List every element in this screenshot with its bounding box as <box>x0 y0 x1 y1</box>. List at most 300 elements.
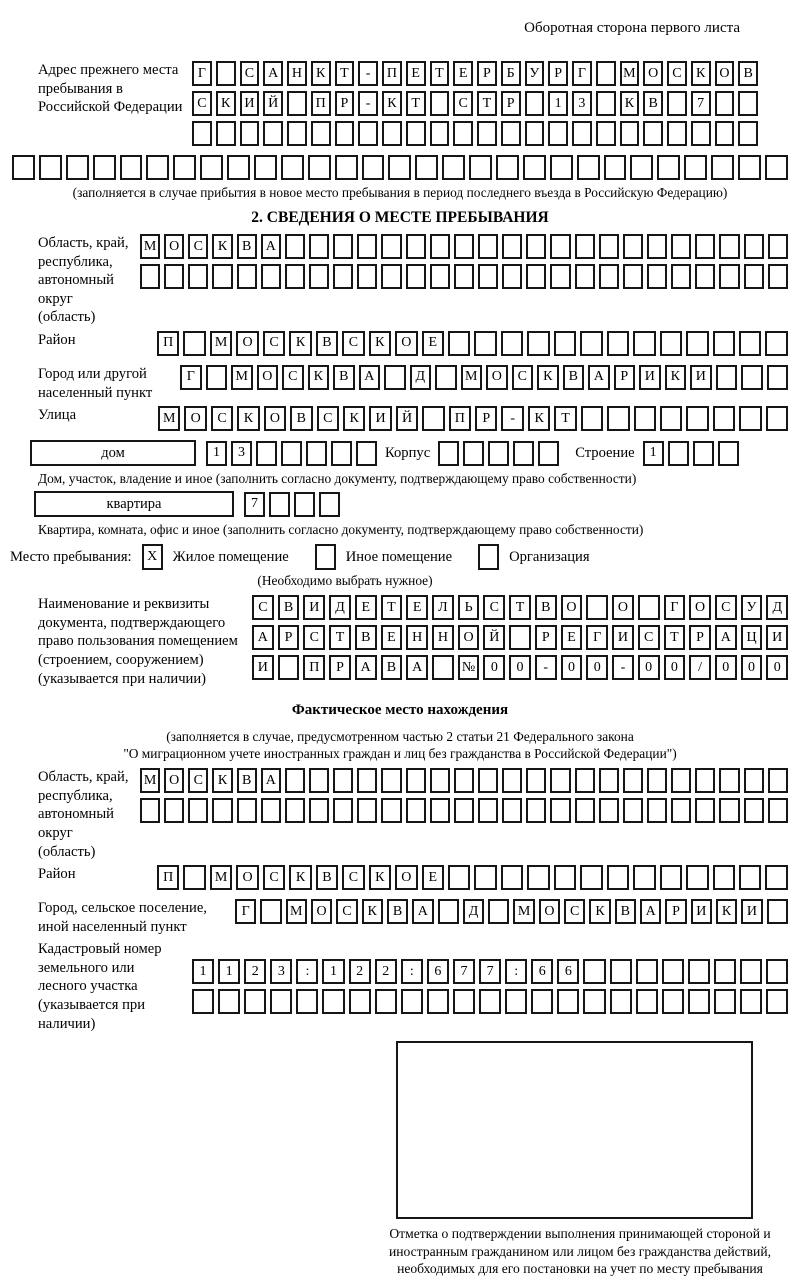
char-cell[interactable] <box>453 989 475 1014</box>
char-cell[interactable] <box>714 989 736 1014</box>
char-cell[interactable] <box>478 768 498 793</box>
char-cell[interactable] <box>285 234 305 259</box>
char-cell[interactable]: : <box>505 959 527 984</box>
char-cell[interactable]: А <box>412 899 433 924</box>
char-cell[interactable]: Г <box>572 61 592 86</box>
char-cell[interactable]: И <box>741 899 762 924</box>
char-cell[interactable] <box>435 365 457 390</box>
char-cell[interactable] <box>719 264 739 289</box>
char-cell[interactable]: И <box>639 365 661 390</box>
char-cell[interactable] <box>285 768 305 793</box>
char-cell[interactable] <box>309 264 329 289</box>
char-cell[interactable]: О <box>236 865 258 890</box>
char-cell[interactable] <box>285 798 305 823</box>
char-cell[interactable]: Р <box>665 899 686 924</box>
char-cell[interactable]: О <box>539 899 560 924</box>
char-cell[interactable] <box>607 331 629 356</box>
char-cell[interactable] <box>183 331 205 356</box>
char-cell[interactable] <box>623 264 643 289</box>
char-cell[interactable]: Е <box>422 331 444 356</box>
char-cell[interactable] <box>357 798 377 823</box>
char-cell[interactable]: А <box>355 655 377 680</box>
char-cell[interactable]: К <box>311 61 331 86</box>
char-cell[interactable] <box>526 234 546 259</box>
char-cell[interactable] <box>281 441 302 466</box>
char-cell[interactable] <box>575 234 595 259</box>
char-cell[interactable] <box>381 768 401 793</box>
char-cell[interactable] <box>713 865 735 890</box>
char-cell[interactable] <box>623 798 643 823</box>
char-cell[interactable] <box>550 264 570 289</box>
char-cell[interactable]: Р <box>548 61 568 86</box>
char-cell[interactable] <box>488 441 509 466</box>
char-cell[interactable]: О <box>164 234 184 259</box>
char-cell[interactable]: В <box>355 625 377 650</box>
char-cell[interactable]: О <box>486 365 508 390</box>
char-cell[interactable]: К <box>289 865 311 890</box>
char-cell[interactable] <box>610 989 632 1014</box>
char-cell[interactable] <box>12 155 35 180</box>
char-cell[interactable] <box>657 155 680 180</box>
char-cell[interactable]: 0 <box>638 655 660 680</box>
char-cell[interactable]: С <box>188 768 208 793</box>
char-cell[interactable] <box>477 121 497 146</box>
char-cell[interactable]: А <box>715 625 737 650</box>
char-cell[interactable] <box>406 768 426 793</box>
char-cell[interactable] <box>192 989 214 1014</box>
char-cell[interactable] <box>237 798 257 823</box>
char-cell[interactable] <box>647 798 667 823</box>
char-cell[interactable] <box>356 441 377 466</box>
char-cell[interactable]: И <box>691 899 712 924</box>
char-cell[interactable]: 0 <box>741 655 763 680</box>
char-cell[interactable]: В <box>738 61 758 86</box>
char-cell[interactable] <box>538 441 559 466</box>
char-cell[interactable]: Ц <box>741 625 763 650</box>
char-cell[interactable]: О <box>236 331 258 356</box>
char-cell[interactable]: С <box>188 234 208 259</box>
char-cell[interactable] <box>741 365 763 390</box>
char-cell[interactable]: И <box>240 91 260 116</box>
char-cell[interactable] <box>688 959 710 984</box>
char-cell[interactable] <box>212 264 232 289</box>
char-cell[interactable]: К <box>343 406 365 431</box>
char-cell[interactable]: О <box>561 595 583 620</box>
char-cell[interactable]: А <box>640 899 661 924</box>
char-cell[interactable] <box>686 331 708 356</box>
char-cell[interactable] <box>496 155 519 180</box>
char-cell[interactable]: 1 <box>218 959 240 984</box>
char-cell[interactable] <box>766 406 788 431</box>
char-cell[interactable] <box>647 264 667 289</box>
char-cell[interactable] <box>430 264 450 289</box>
char-cell[interactable]: О <box>458 625 480 650</box>
char-cell[interactable]: К <box>369 865 391 890</box>
char-cell[interactable] <box>335 155 358 180</box>
char-cell[interactable]: И <box>766 625 788 650</box>
char-cell[interactable]: Д <box>766 595 788 620</box>
char-cell[interactable]: Т <box>329 625 351 650</box>
char-cell[interactable]: Г <box>180 365 202 390</box>
char-cell[interactable] <box>604 155 627 180</box>
char-cell[interactable] <box>695 768 715 793</box>
char-cell[interactable]: Д <box>410 365 432 390</box>
char-cell[interactable] <box>192 121 212 146</box>
char-cell[interactable] <box>454 234 474 259</box>
char-cell[interactable] <box>237 264 257 289</box>
char-cell[interactable] <box>227 155 250 180</box>
char-cell[interactable] <box>719 798 739 823</box>
char-cell[interactable] <box>287 91 307 116</box>
char-cell[interactable] <box>120 155 143 180</box>
char-cell[interactable]: 6 <box>531 959 553 984</box>
char-cell[interactable] <box>218 989 240 1014</box>
char-cell[interactable]: С <box>263 331 285 356</box>
stay-type-checkbox-organization[interactable] <box>478 544 499 570</box>
char-cell[interactable]: И <box>612 625 634 650</box>
char-cell[interactable]: С <box>453 91 473 116</box>
char-cell[interactable] <box>287 121 307 146</box>
char-cell[interactable] <box>216 61 236 86</box>
char-cell[interactable]: О <box>395 865 417 890</box>
char-cell[interactable]: М <box>158 406 180 431</box>
char-cell[interactable]: В <box>278 595 300 620</box>
char-cell[interactable]: С <box>317 406 339 431</box>
char-cell[interactable] <box>688 989 710 1014</box>
char-cell[interactable] <box>358 121 378 146</box>
char-cell[interactable] <box>550 798 570 823</box>
char-cell[interactable] <box>766 989 788 1014</box>
char-cell[interactable]: В <box>643 91 663 116</box>
char-cell[interactable]: Р <box>475 406 497 431</box>
char-cell[interactable] <box>765 331 787 356</box>
char-cell[interactable] <box>693 441 714 466</box>
char-cell[interactable] <box>296 989 318 1014</box>
char-cell[interactable] <box>502 798 522 823</box>
char-cell[interactable] <box>548 121 568 146</box>
char-cell[interactable]: Т <box>406 91 426 116</box>
char-cell[interactable] <box>349 989 371 1014</box>
char-cell[interactable] <box>309 234 329 259</box>
char-cell[interactable]: 3 <box>572 91 592 116</box>
char-cell[interactable] <box>454 768 474 793</box>
char-cell[interactable]: С <box>252 595 274 620</box>
char-cell[interactable]: В <box>316 865 338 890</box>
char-cell[interactable]: М <box>513 899 534 924</box>
char-cell[interactable] <box>739 331 761 356</box>
char-cell[interactable] <box>183 865 205 890</box>
char-cell[interactable] <box>513 441 534 466</box>
char-cell[interactable]: П <box>382 61 402 86</box>
char-cell[interactable] <box>744 234 764 259</box>
char-cell[interactable] <box>740 989 762 1014</box>
char-cell[interactable]: А <box>406 655 428 680</box>
char-cell[interactable] <box>430 798 450 823</box>
char-cell[interactable] <box>501 121 521 146</box>
char-cell[interactable] <box>596 121 616 146</box>
char-cell[interactable]: 0 <box>509 655 531 680</box>
char-cell[interactable]: 0 <box>483 655 505 680</box>
char-cell[interactable] <box>401 989 423 1014</box>
char-cell[interactable] <box>718 441 739 466</box>
char-cell[interactable] <box>432 655 454 680</box>
char-cell[interactable]: М <box>231 365 253 390</box>
char-cell[interactable]: Т <box>381 595 403 620</box>
char-cell[interactable]: О <box>311 899 332 924</box>
char-cell[interactable] <box>691 121 711 146</box>
char-cell[interactable]: Г <box>586 625 608 650</box>
char-cell[interactable] <box>660 406 682 431</box>
char-cell[interactable] <box>768 234 788 259</box>
char-cell[interactable] <box>695 234 715 259</box>
char-cell[interactable]: Р <box>477 61 497 86</box>
char-cell[interactable]: В <box>381 655 403 680</box>
char-cell[interactable] <box>406 264 426 289</box>
char-cell[interactable]: В <box>333 365 355 390</box>
char-cell[interactable]: Р <box>329 655 351 680</box>
char-cell[interactable]: И <box>690 365 712 390</box>
char-cell[interactable]: В <box>290 406 312 431</box>
char-cell[interactable] <box>667 121 687 146</box>
char-cell[interactable] <box>768 768 788 793</box>
char-cell[interactable]: Н <box>406 625 428 650</box>
char-cell[interactable] <box>188 798 208 823</box>
char-cell[interactable]: С <box>282 365 304 390</box>
char-cell[interactable]: 1 <box>206 441 227 466</box>
char-cell[interactable] <box>375 989 397 1014</box>
char-cell[interactable] <box>212 798 232 823</box>
char-cell[interactable] <box>525 91 545 116</box>
char-cell[interactable] <box>415 155 438 180</box>
char-cell[interactable] <box>554 865 576 890</box>
char-cell[interactable] <box>382 121 402 146</box>
char-cell[interactable] <box>695 264 715 289</box>
char-cell[interactable]: Т <box>554 406 576 431</box>
char-cell[interactable]: В <box>615 899 636 924</box>
char-cell[interactable] <box>381 264 401 289</box>
char-cell[interactable]: В <box>316 331 338 356</box>
char-cell[interactable]: К <box>528 406 550 431</box>
char-cell[interactable]: 7 <box>479 959 501 984</box>
char-cell[interactable]: Е <box>422 865 444 890</box>
char-cell[interactable]: В <box>535 595 557 620</box>
char-cell[interactable] <box>357 264 377 289</box>
char-cell[interactable] <box>744 798 764 823</box>
char-cell[interactable] <box>173 155 196 180</box>
char-cell[interactable] <box>714 959 736 984</box>
char-cell[interactable] <box>740 959 762 984</box>
char-cell[interactable] <box>388 155 411 180</box>
char-cell[interactable] <box>599 768 619 793</box>
char-cell[interactable] <box>647 234 667 259</box>
char-cell[interactable] <box>550 768 570 793</box>
char-cell[interactable]: А <box>263 61 283 86</box>
char-cell[interactable]: 6 <box>557 959 579 984</box>
char-cell[interactable]: 0 <box>664 655 686 680</box>
char-cell[interactable]: - <box>358 91 378 116</box>
char-cell[interactable] <box>744 264 764 289</box>
char-cell[interactable] <box>505 989 527 1014</box>
char-cell[interactable] <box>550 234 570 259</box>
char-cell[interactable] <box>768 264 788 289</box>
char-cell[interactable]: Н <box>432 625 454 650</box>
char-cell[interactable]: К <box>289 331 311 356</box>
char-cell[interactable] <box>713 331 735 356</box>
char-cell[interactable]: 0 <box>586 655 608 680</box>
char-cell[interactable] <box>381 798 401 823</box>
char-cell[interactable]: Е <box>406 595 428 620</box>
char-cell[interactable]: Т <box>509 595 531 620</box>
char-cell[interactable] <box>501 865 523 890</box>
char-cell[interactable] <box>572 121 592 146</box>
char-cell[interactable] <box>581 406 603 431</box>
char-cell[interactable] <box>309 768 329 793</box>
char-cell[interactable] <box>333 798 353 823</box>
char-cell[interactable]: : <box>296 959 318 984</box>
char-cell[interactable] <box>93 155 116 180</box>
char-cell[interactable]: 3 <box>231 441 252 466</box>
char-cell[interactable] <box>381 234 401 259</box>
char-cell[interactable] <box>583 959 605 984</box>
char-cell[interactable]: С <box>715 595 737 620</box>
char-cell[interactable]: 7 <box>244 492 265 517</box>
char-cell[interactable]: С <box>336 899 357 924</box>
char-cell[interactable] <box>502 264 522 289</box>
char-cell[interactable]: К <box>212 234 232 259</box>
char-cell[interactable] <box>442 155 465 180</box>
char-cell[interactable]: П <box>303 655 325 680</box>
char-cell[interactable] <box>39 155 62 180</box>
char-cell[interactable]: О <box>715 61 735 86</box>
char-cell[interactable]: С <box>667 61 687 86</box>
char-cell[interactable] <box>502 768 522 793</box>
char-cell[interactable] <box>357 234 377 259</box>
char-cell[interactable]: Р <box>689 625 711 650</box>
char-cell[interactable]: 7 <box>691 91 711 116</box>
char-cell[interactable]: О <box>184 406 206 431</box>
char-cell[interactable] <box>671 798 691 823</box>
char-cell[interactable]: Е <box>381 625 403 650</box>
char-cell[interactable]: С <box>303 625 325 650</box>
char-cell[interactable]: О <box>164 768 184 793</box>
char-cell[interactable] <box>586 595 608 620</box>
char-cell[interactable] <box>580 331 602 356</box>
char-cell[interactable] <box>686 406 708 431</box>
char-cell[interactable] <box>478 234 498 259</box>
char-cell[interactable] <box>557 989 579 1014</box>
char-cell[interactable]: Е <box>453 61 473 86</box>
char-cell[interactable]: С <box>240 61 260 86</box>
char-cell[interactable]: К <box>237 406 259 431</box>
char-cell[interactable]: К <box>216 91 236 116</box>
char-cell[interactable]: О <box>395 331 417 356</box>
char-cell[interactable] <box>463 441 484 466</box>
char-cell[interactable] <box>311 121 331 146</box>
char-cell[interactable]: Ь <box>458 595 480 620</box>
char-cell[interactable]: 0 <box>715 655 737 680</box>
char-cell[interactable]: К <box>691 61 711 86</box>
char-cell[interactable] <box>146 155 169 180</box>
char-cell[interactable] <box>357 768 377 793</box>
char-cell[interactable] <box>630 155 653 180</box>
char-cell[interactable] <box>662 959 684 984</box>
char-cell[interactable]: Г <box>192 61 212 86</box>
char-cell[interactable] <box>331 441 352 466</box>
char-cell[interactable]: Р <box>278 625 300 650</box>
char-cell[interactable]: М <box>140 234 160 259</box>
char-cell[interactable]: Д <box>463 899 484 924</box>
char-cell[interactable] <box>716 365 738 390</box>
char-cell[interactable] <box>715 121 735 146</box>
char-cell[interactable] <box>660 331 682 356</box>
char-cell[interactable]: С <box>512 365 534 390</box>
char-cell[interactable] <box>261 264 281 289</box>
char-cell[interactable] <box>671 264 691 289</box>
char-cell[interactable] <box>164 264 184 289</box>
stay-type-checkbox-residential[interactable]: X <box>142 544 163 570</box>
char-cell[interactable] <box>768 798 788 823</box>
char-cell[interactable]: А <box>359 365 381 390</box>
char-cell[interactable] <box>454 798 474 823</box>
char-cell[interactable] <box>474 331 496 356</box>
char-cell[interactable] <box>667 91 687 116</box>
char-cell[interactable]: М <box>461 365 483 390</box>
char-cell[interactable] <box>583 989 605 1014</box>
char-cell[interactable] <box>765 865 787 890</box>
char-cell[interactable]: 0 <box>766 655 788 680</box>
stay-type-checkbox-other[interactable] <box>315 544 336 570</box>
char-cell[interactable]: Е <box>355 595 377 620</box>
char-cell[interactable] <box>322 989 344 1014</box>
char-cell[interactable] <box>206 365 228 390</box>
char-cell[interactable] <box>430 234 450 259</box>
char-cell[interactable]: Т <box>664 625 686 650</box>
char-cell[interactable] <box>607 406 629 431</box>
char-cell[interactable] <box>501 331 523 356</box>
char-cell[interactable]: С <box>211 406 233 431</box>
char-cell[interactable] <box>478 798 498 823</box>
char-cell[interactable] <box>333 234 353 259</box>
char-cell[interactable]: 1 <box>192 959 214 984</box>
char-cell[interactable]: С <box>483 595 505 620</box>
char-cell[interactable] <box>335 121 355 146</box>
char-cell[interactable]: Б <box>501 61 521 86</box>
char-cell[interactable] <box>767 899 788 924</box>
char-cell[interactable] <box>256 441 277 466</box>
char-cell[interactable]: Й <box>396 406 418 431</box>
char-cell[interactable] <box>200 155 223 180</box>
char-cell[interactable]: / <box>689 655 711 680</box>
char-cell[interactable]: 3 <box>270 959 292 984</box>
char-cell[interactable] <box>634 406 656 431</box>
char-cell[interactable] <box>739 406 761 431</box>
char-cell[interactable] <box>188 264 208 289</box>
char-cell[interactable] <box>684 155 707 180</box>
char-cell[interactable] <box>438 899 459 924</box>
char-cell[interactable]: И <box>252 655 274 680</box>
char-cell[interactable]: К <box>212 768 232 793</box>
char-cell[interactable] <box>309 798 329 823</box>
char-cell[interactable]: Н <box>287 61 307 86</box>
char-cell[interactable]: О <box>264 406 286 431</box>
char-cell[interactable] <box>527 331 549 356</box>
char-cell[interactable] <box>575 798 595 823</box>
char-cell[interactable] <box>599 234 619 259</box>
char-cell[interactable] <box>719 768 739 793</box>
char-cell[interactable] <box>254 155 277 180</box>
char-cell[interactable] <box>362 155 385 180</box>
char-cell[interactable]: К <box>362 899 383 924</box>
